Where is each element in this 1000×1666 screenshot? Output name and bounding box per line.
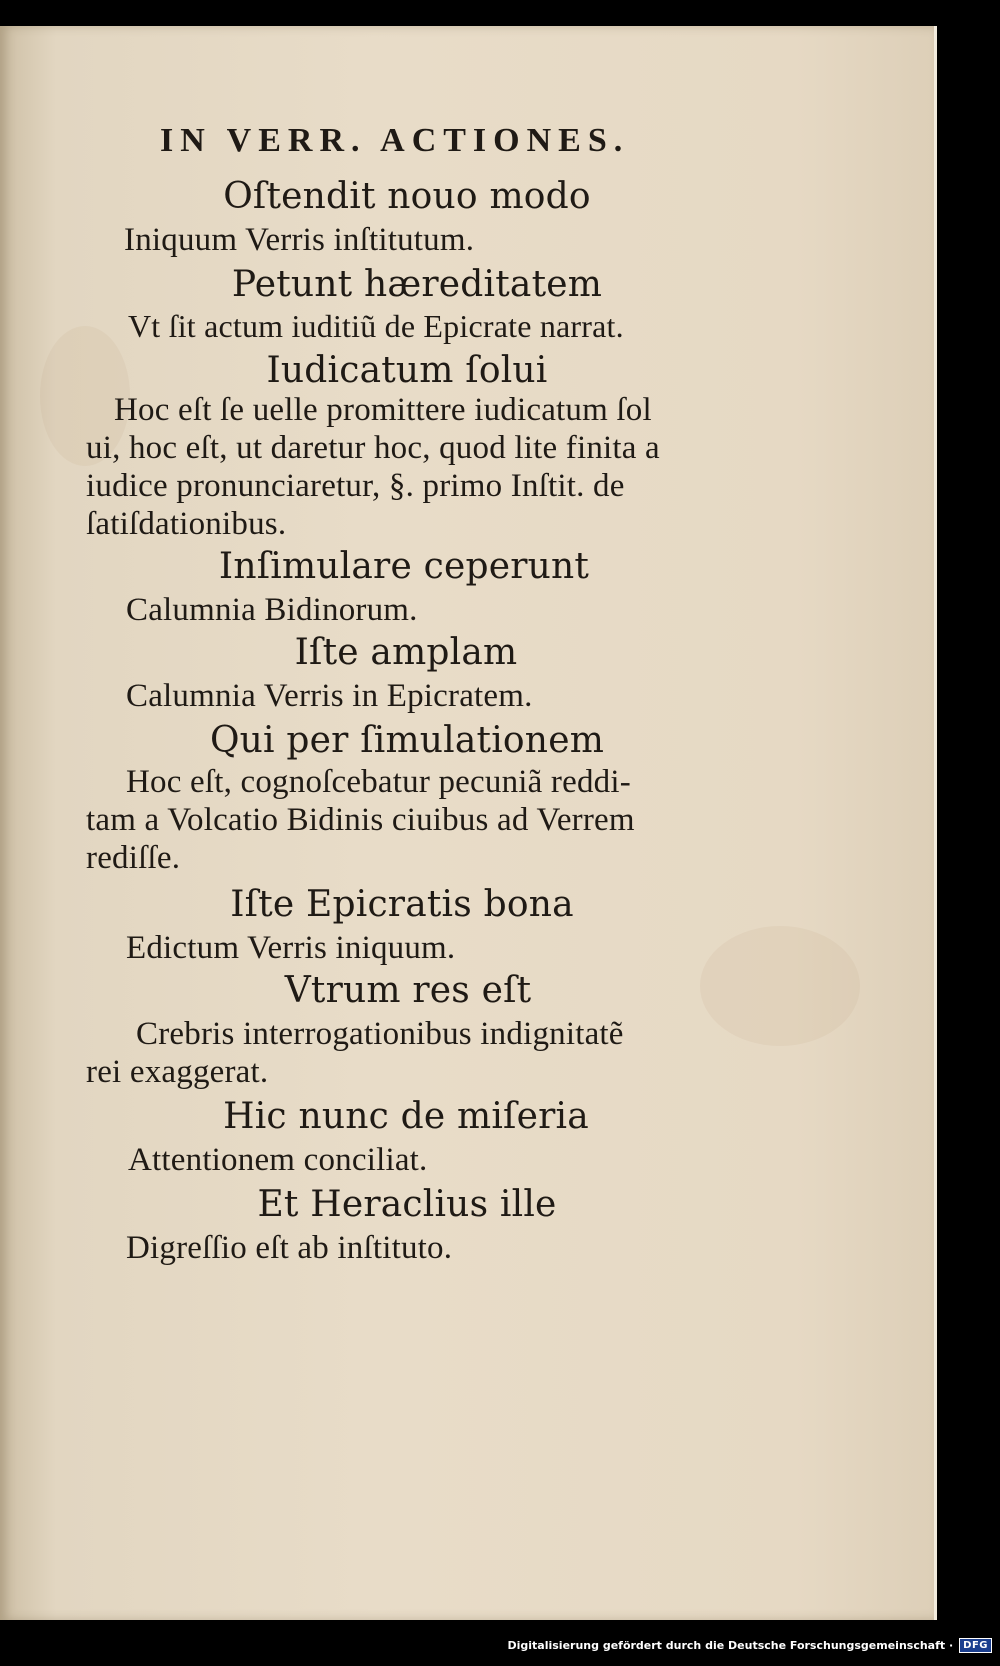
gloss-line: tam a Volcatio Bidinis ciuibus ad Verrem <box>86 802 635 838</box>
gloss-line: iudice pronunciaretur, §. primo Inſtit. de <box>86 468 625 504</box>
credit-text: Digitalisierung gefördert durch die Deutsche Forschungsgemeinschaft · <box>507 1638 954 1652</box>
lemma-line: Iſte Epicratis bona <box>230 884 574 925</box>
gloss-line: Crebris interrogationibus indignitatẽ <box>136 1016 624 1052</box>
gloss-line: Edictum Verris iniquum. <box>126 930 456 966</box>
lemma-line: Oſtendit nouo modo <box>223 176 591 217</box>
gloss-line: Calumnia Bidinorum. <box>126 592 418 628</box>
lemma-line: Petunt hæreditatem <box>231 264 603 305</box>
dfg-logo-icon: DFG <box>959 1638 992 1653</box>
lemma-line: Hic nunc de miſeria <box>223 1096 589 1137</box>
lemma-line: Inſimulare ceperunt <box>218 546 590 587</box>
gloss-line: rediſſe. <box>86 840 181 876</box>
gloss-line: ui, hoc eſt, ut daretur hoc, quod lite finita a <box>86 430 660 466</box>
lemma-line: Iudicatum ſolui <box>266 350 548 391</box>
lemma-line: Vtrum res eſt <box>284 970 532 1011</box>
digitization-credit <box>507 1628 992 1662</box>
gloss-line: ſatiſdationibus. <box>86 506 287 542</box>
lemma-line: Qui per ſimulationem <box>209 720 605 761</box>
gloss-line: Attentionem conciliat. <box>128 1142 428 1178</box>
lemma-line: Iſte amplam <box>294 632 518 673</box>
gloss-line: Iniquum Verris inſtitutum. <box>124 222 475 258</box>
gloss-line: Vt ſit actum iuditiũ de Epicrate narrat. <box>128 308 624 344</box>
gloss-line: rei exaggerat. <box>86 1054 269 1090</box>
gloss-line: Digreſſio eſt ab inſtituto. <box>126 1230 453 1266</box>
gloss-line: Hoc eſt ſe uelle promittere iudicatum ſol <box>114 392 652 428</box>
book-page <box>0 26 937 1620</box>
running-head: IN VERR. ACTIONES. <box>160 122 630 159</box>
lemma-line: Et Heraclius ille <box>257 1184 557 1225</box>
gloss-line: Calumnia Verris in Epicratem. <box>126 678 533 714</box>
gloss-line: Hoc eſt, cognoſcebatur pecuniã reddi- <box>126 764 631 800</box>
